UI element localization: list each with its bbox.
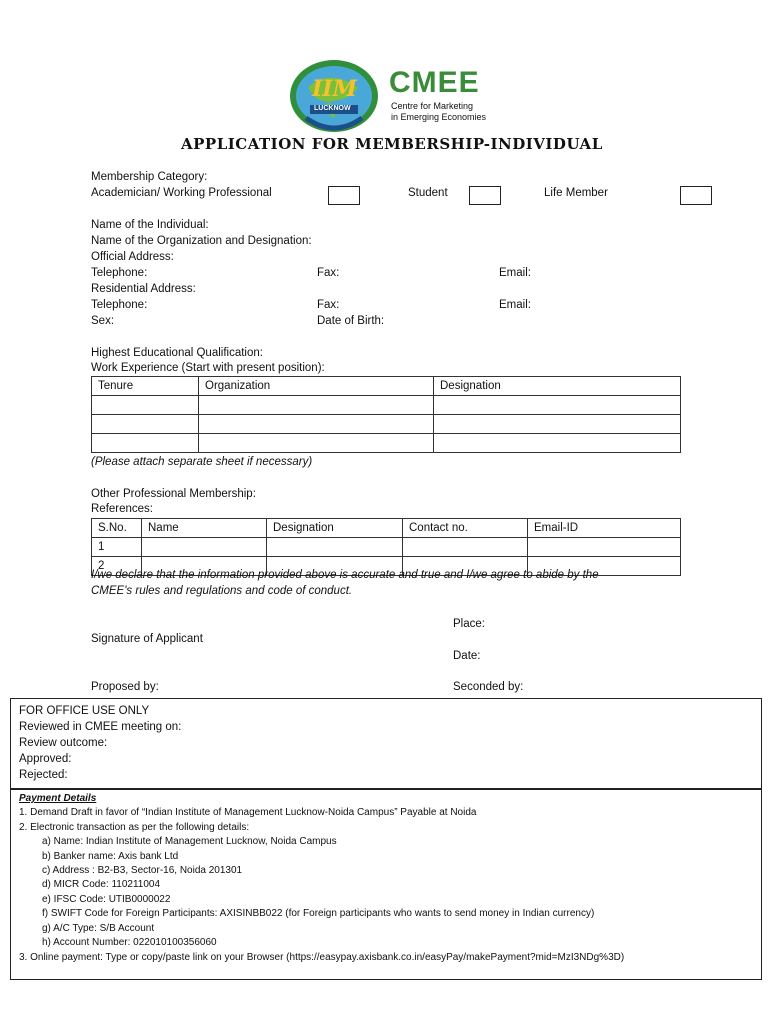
row-number: 2	[92, 557, 142, 576]
payment-item-3: 3. Online payment: Type or copy/paste link on your Browser (https://easypay.axisbank.co.in/easyPay/makePayment?mid=MzI3NDg%3D)	[19, 952, 625, 963]
payment-sub-c: c) Address : B2-B3, Sector-16, Noida 201301	[42, 865, 243, 876]
official-email-label: Email:	[499, 267, 531, 279]
date-label: Date:	[453, 650, 481, 662]
official-fax-label: Fax:	[317, 267, 340, 279]
name-label: Name of the Individual:	[91, 219, 209, 231]
life-member-label: Life Member	[544, 187, 608, 199]
signature-label: Signature of Applicant	[91, 633, 203, 645]
column-header: Designation	[267, 519, 403, 538]
payment-sub-d: d) MICR Code: 110211004	[42, 879, 161, 890]
payment-item-2: 2. Electronic transaction as per the following details:	[19, 822, 250, 833]
academician-label: Academician/ Working Professional	[91, 187, 272, 199]
table-row[interactable]	[92, 434, 681, 453]
residential-telephone-label: Telephone:	[91, 299, 148, 311]
column-header: Email-ID	[528, 519, 681, 538]
column-header: Tenure	[92, 377, 199, 396]
residential-email-label: Email:	[499, 299, 531, 311]
residential-fax-label: Fax:	[317, 299, 340, 311]
payment-sub-f: f) SWIFT Code for Foreign Participants: AXISINBB022 (for Foreign participants who wants to send money in Indian currency)	[42, 908, 595, 919]
cmee-logo: CMEE	[389, 66, 480, 99]
approved-label: Approved:	[19, 753, 72, 765]
payment-sub-a: a) Name: Indian Institute of Management Lucknow, Noida Campus	[42, 836, 337, 847]
academician-checkbox[interactable]	[328, 186, 360, 205]
student-label: Student	[408, 187, 448, 199]
attach-note: (Please attach separate sheet if necessary)	[91, 456, 313, 468]
references-table	[91, 518, 681, 576]
references-label: References:	[91, 503, 154, 515]
column-header: Contact no.	[403, 519, 528, 538]
membership-category-label: Membership Category:	[91, 171, 208, 183]
payment-title: Payment Details	[19, 793, 97, 804]
table-row[interactable]	[92, 538, 681, 557]
payment-sub-e: e) IFSC Code: UTIB0000022	[42, 894, 171, 905]
payment-sub-g: g) A/C Type: S/B Account	[42, 923, 155, 934]
payment-details-box	[10, 788, 762, 980]
work-experience-table	[91, 376, 681, 453]
table-header-row	[92, 377, 681, 396]
student-checkbox[interactable]	[469, 186, 501, 205]
office-use-title: FOR OFFICE USE ONLY	[19, 705, 150, 717]
life-member-checkbox[interactable]	[680, 186, 712, 205]
office-use-box	[10, 698, 762, 790]
payment-sub-b: b) Banker name: Axis bank Ltd	[42, 851, 179, 862]
organization-label: Name of the Organization and Designation:	[91, 235, 312, 247]
column-header: S.No.	[92, 519, 142, 538]
proposed-by-label: Proposed by:	[91, 681, 159, 693]
declaration-line-2: CMEE's rules and regulations and code of conduct.	[91, 585, 353, 597]
iim-logo-text: IIM	[312, 76, 357, 102]
review-outcome-label: Review outcome:	[19, 737, 108, 749]
sex-label: Sex:	[91, 315, 115, 327]
work-experience-label: Work Experience (Start with present position):	[91, 362, 325, 374]
column-header: Designation	[434, 377, 681, 396]
table-row[interactable]	[92, 415, 681, 434]
cmee-tagline-1: Centre for Marketing	[391, 101, 474, 111]
cmee-tagline-2: in Emerging Economies	[391, 112, 487, 122]
seconded-by-label: Seconded by:	[453, 681, 524, 693]
official-address-label: Official Address:	[91, 251, 174, 263]
row-number: 1	[92, 538, 142, 557]
rejected-label: Rejected:	[19, 769, 68, 781]
official-telephone-label: Telephone:	[91, 267, 148, 279]
column-header: Name	[142, 519, 267, 538]
dob-label: Date of Birth:	[317, 315, 385, 327]
declaration-line-1: I/we declare that the information provided above is accurate and true and I/we agree to abide by the	[91, 569, 599, 581]
other-membership-label: Other Professional Membership:	[91, 488, 256, 500]
payment-sub-h: h) Account Number: 022010100356060	[42, 937, 217, 948]
qualification-label: Highest Educational Qualification:	[91, 347, 263, 359]
payment-item-1: 1. Demand Draft in favor of “Indian Institute of Management Lucknow-Noida Campus” Payable at Noida	[19, 807, 477, 818]
reviewed-label: Reviewed in CMEE meeting on:	[19, 721, 182, 733]
table-row[interactable]	[92, 396, 681, 415]
table-header-row	[92, 519, 681, 538]
iim-logo-subtext: LUCKNOW	[314, 105, 351, 112]
place-label: Place:	[453, 618, 485, 630]
column-header: Organization	[199, 377, 434, 396]
page-title: APPLICATION FOR MEMBERSHIP-INDIVIDUAL	[181, 135, 603, 153]
residential-address-label: Residential Address:	[91, 283, 196, 295]
